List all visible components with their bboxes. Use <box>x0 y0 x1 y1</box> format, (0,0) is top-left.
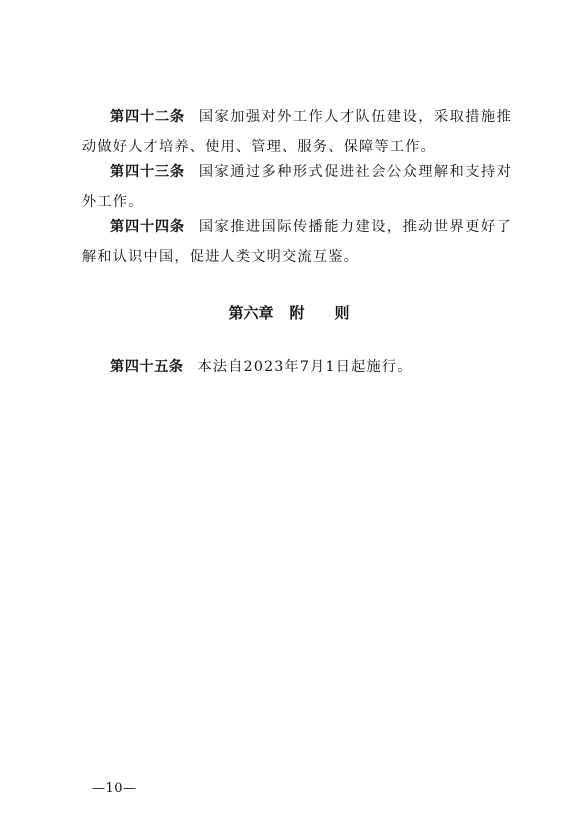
article-text: 国家加强对外工作人才队伍建设，采取措施推动做好人才培养、使用、管理、服务、保障等工作。 <box>82 109 512 155</box>
chapter-heading <box>0 300 578 326</box>
article-45 <box>82 352 512 382</box>
chapter-title-part1: 附 <box>289 304 305 322</box>
article-43 <box>82 157 512 217</box>
article-44 <box>82 212 512 272</box>
article-text: 国家通过多种形式促进社会公众理解和支持对外工作。 <box>82 164 512 210</box>
article-text: 国家推进国际传播能力建设，推动世界更好了解和认识中国，促进人类文明交流互鉴。 <box>82 219 512 265</box>
article-42 <box>82 102 512 162</box>
article-text: 本法自2023年7月1日起施行。 <box>197 359 413 375</box>
article-number: 第四十二条 <box>110 109 185 125</box>
chapter-number: 第六章 <box>228 304 274 322</box>
page-number: —10— <box>92 781 137 796</box>
article-number: 第四十四条 <box>110 219 185 235</box>
article-number: 第四十五条 <box>110 359 184 375</box>
article-number: 第四十三条 <box>110 164 185 180</box>
chapter-title-part2: 则 <box>334 304 350 322</box>
